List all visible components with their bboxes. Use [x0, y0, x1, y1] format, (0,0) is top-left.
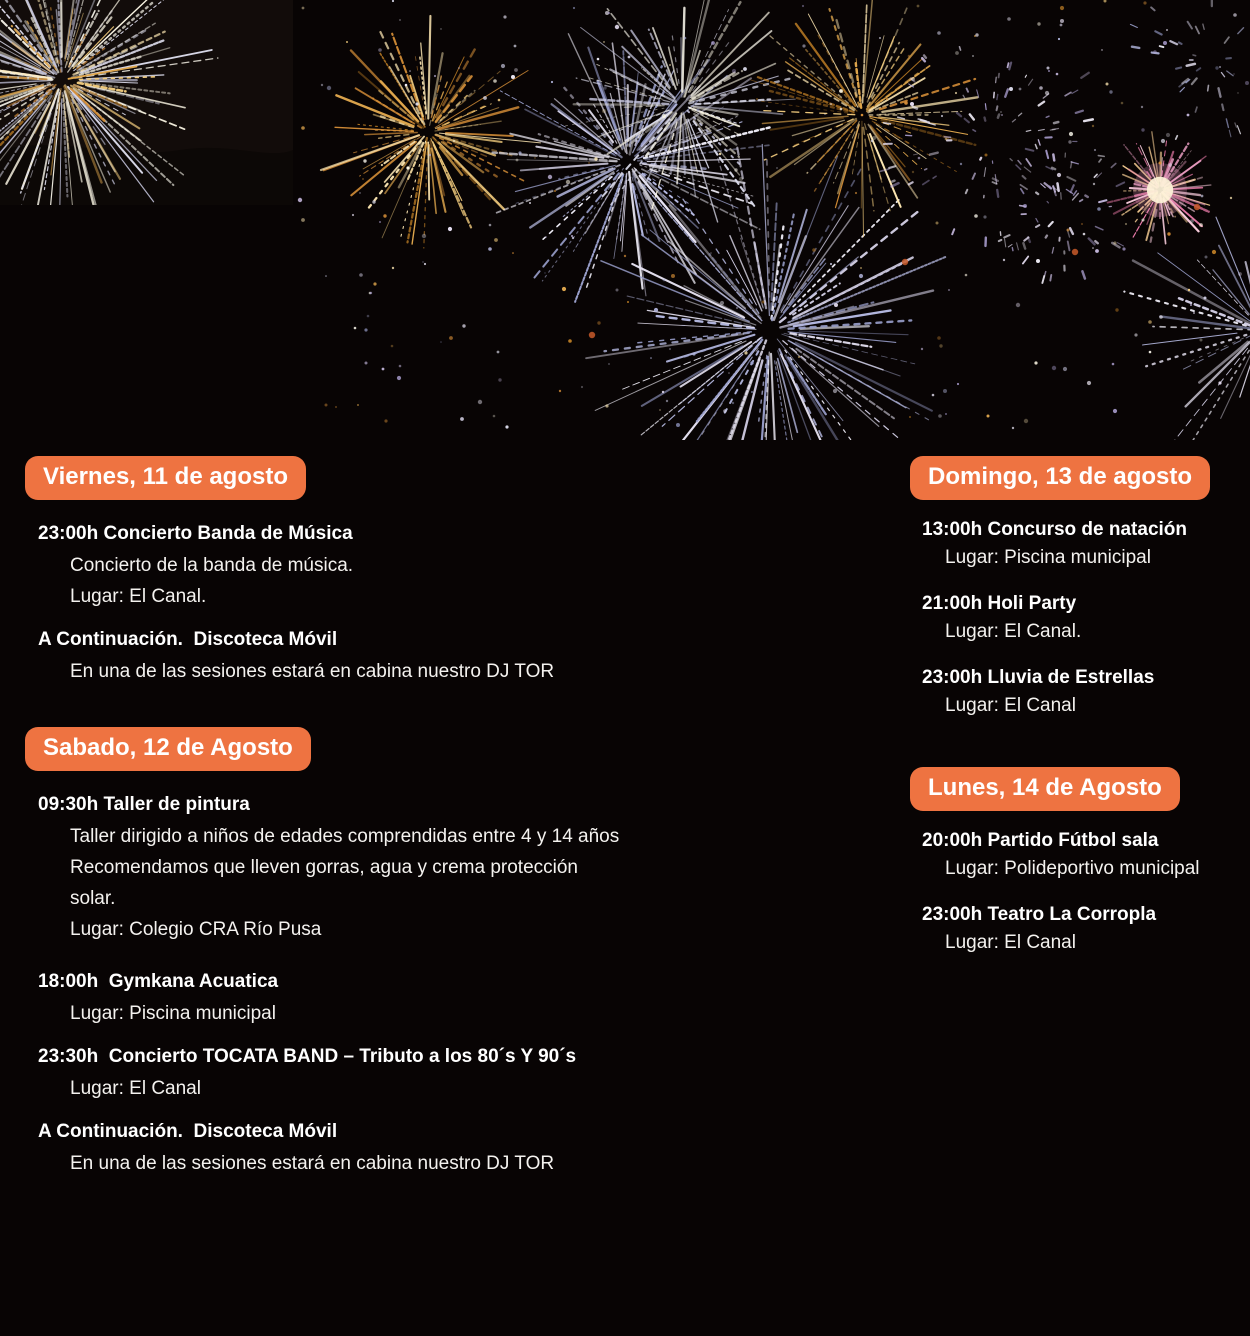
event-item: [25, 517, 725, 612]
event-detail: Lugar: El Canal: [945, 932, 1076, 953]
event-detail: Recomendamos que lleven gorras, agua y crema protección: [70, 857, 578, 878]
event-title: 21:00h Holi Party: [922, 593, 1077, 614]
event-title: 23:00h Concierto Banda de Música: [38, 523, 353, 544]
fireworks-photo-inset: [0, 0, 293, 236]
event-detail: Lugar: Colegio CRA Río Pusa: [70, 919, 322, 940]
day-section: [25, 456, 725, 687]
event-item: [25, 965, 725, 1029]
event-detail: Lugar: Piscina municipal: [945, 547, 1151, 568]
event-title: 23:00h Lluvia de Estrellas: [922, 667, 1155, 688]
event-detail: Lugar: El Canal: [945, 695, 1076, 716]
event-detail: En una de las sesiones estará en cabina nuestro DJ TOR: [70, 1153, 555, 1174]
day-section: [910, 767, 1245, 958]
firework-burst: [493, 34, 772, 302]
event-item: [25, 1115, 725, 1179]
day-header-pill: Domingo, 13 de agosto: [910, 456, 1210, 500]
event-detail: solar.: [70, 888, 116, 909]
event-title: 23:30h Concierto TOCATA BAND – Tributo a los 80´s Y 90´s: [38, 1046, 577, 1067]
day-header-row: [910, 767, 1245, 811]
event-title: 09:30h Taller de pintura: [38, 794, 250, 815]
event-detail: Concierto de la banda de música.: [70, 555, 354, 576]
day-section: [910, 456, 1245, 721]
day-section: [25, 727, 725, 1179]
event-title: 18:00h Gymkana Acuatica: [38, 971, 279, 992]
event-detail: Lugar: Piscina municipal: [70, 1003, 276, 1024]
firework-burst: [1124, 197, 1250, 440]
day-header-pill: Lunes, 14 de Agosto: [910, 767, 1180, 811]
day-header-row: [910, 456, 1245, 500]
event-item: [25, 1040, 725, 1104]
event-detail: En una de las sesiones estará en cabina nuestro DJ TOR: [70, 661, 555, 682]
firework-burst: [321, 16, 541, 248]
event-title: 23:00h Teatro La Corropla: [922, 904, 1157, 925]
firework-burst: [1106, 132, 1210, 244]
firework-burst: [1130, 0, 1250, 139]
fireworks-collage-svg: [0, 0, 1250, 440]
event-detail: Lugar: Polideportivo municipal: [945, 858, 1200, 879]
fireworks-collage: [0, 0, 1250, 440]
event-title: 20:00h Partido Fútbol sala: [922, 830, 1159, 851]
event-item: [910, 590, 1245, 647]
event-title: A Continuación. Discoteca Móvil: [38, 1121, 338, 1142]
event-title: A Continuación. Discoteca Móvil: [38, 629, 338, 650]
event-item: [910, 516, 1245, 573]
event-item: [910, 827, 1245, 884]
program-column-right: [910, 456, 1245, 1004]
event-detail: Lugar: El Canal.: [945, 621, 1082, 642]
day-header-pill: Sabado, 12 de Agosto: [25, 727, 311, 771]
event-item: [25, 623, 725, 687]
day-header-pill: Viernes, 11 de agosto: [25, 456, 306, 500]
program-column-left: [25, 456, 725, 1219]
event-item: [910, 664, 1245, 721]
firework-burst: [586, 144, 946, 440]
day-header-row: [25, 456, 725, 500]
event-title: 13:00h Concurso de natación: [922, 519, 1188, 540]
event-detail: Lugar: El Canal.: [70, 586, 207, 607]
event-detail: Lugar: El Canal: [70, 1078, 201, 1099]
event-item: [910, 901, 1245, 958]
day-header-row: [25, 727, 725, 771]
event-item: [25, 788, 725, 945]
event-detail: Taller dirigido a niños de edades comprendidas entre 4 y 14 años: [70, 826, 620, 847]
firework-burst: [750, 0, 977, 237]
